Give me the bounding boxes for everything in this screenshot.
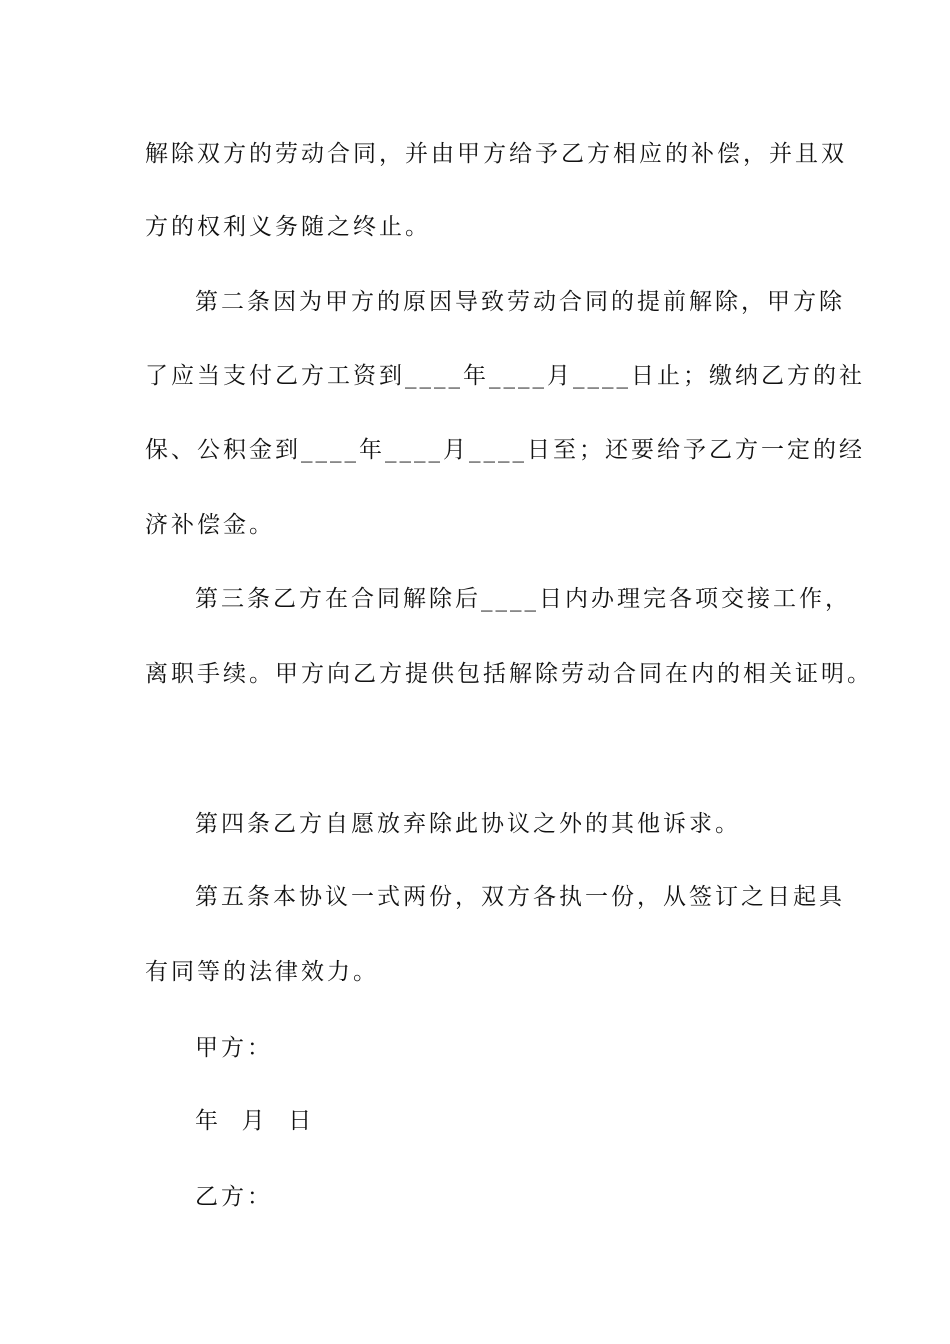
paragraph-line: 方的权利义务随之终止。 — [145, 214, 431, 240]
party-b-label: 乙方： — [195, 1184, 273, 1210]
article-4-line: 第四条乙方自愿放弃除此协议之外的其他诉求。 — [195, 811, 741, 837]
paragraph-line: 保、公积金到____年____月____日至；还要给予乙方一定的经 — [145, 437, 865, 463]
paragraph-line: 离职手续。甲方向乙方提供包括解除劳动合同在内的相关证明。 — [145, 661, 873, 687]
paragraph-line: 了应当支付乙方工资到____年____月____日止；缴纳乙方的社 — [145, 363, 865, 389]
party-a-label: 甲方： — [195, 1035, 273, 1061]
article-3-line: 第三条乙方在合同解除后____日内办理完各项交接工作， — [195, 586, 851, 612]
date-line: 年 月 日 — [195, 1108, 315, 1134]
article-5-line: 第五条本协议一式两份，双方各执一份，从签订之日起具 — [195, 884, 845, 910]
paragraph-line: 有同等的法律效力。 — [145, 959, 379, 985]
paragraph-line: 济补偿金。 — [145, 512, 275, 538]
article-2-line: 第二条因为甲方的原因导致劳动合同的提前解除，甲方除 — [195, 289, 845, 315]
paragraph-line: 解除双方的劳动合同，并由甲方给予乙方相应的补偿，并且双 — [145, 141, 847, 167]
